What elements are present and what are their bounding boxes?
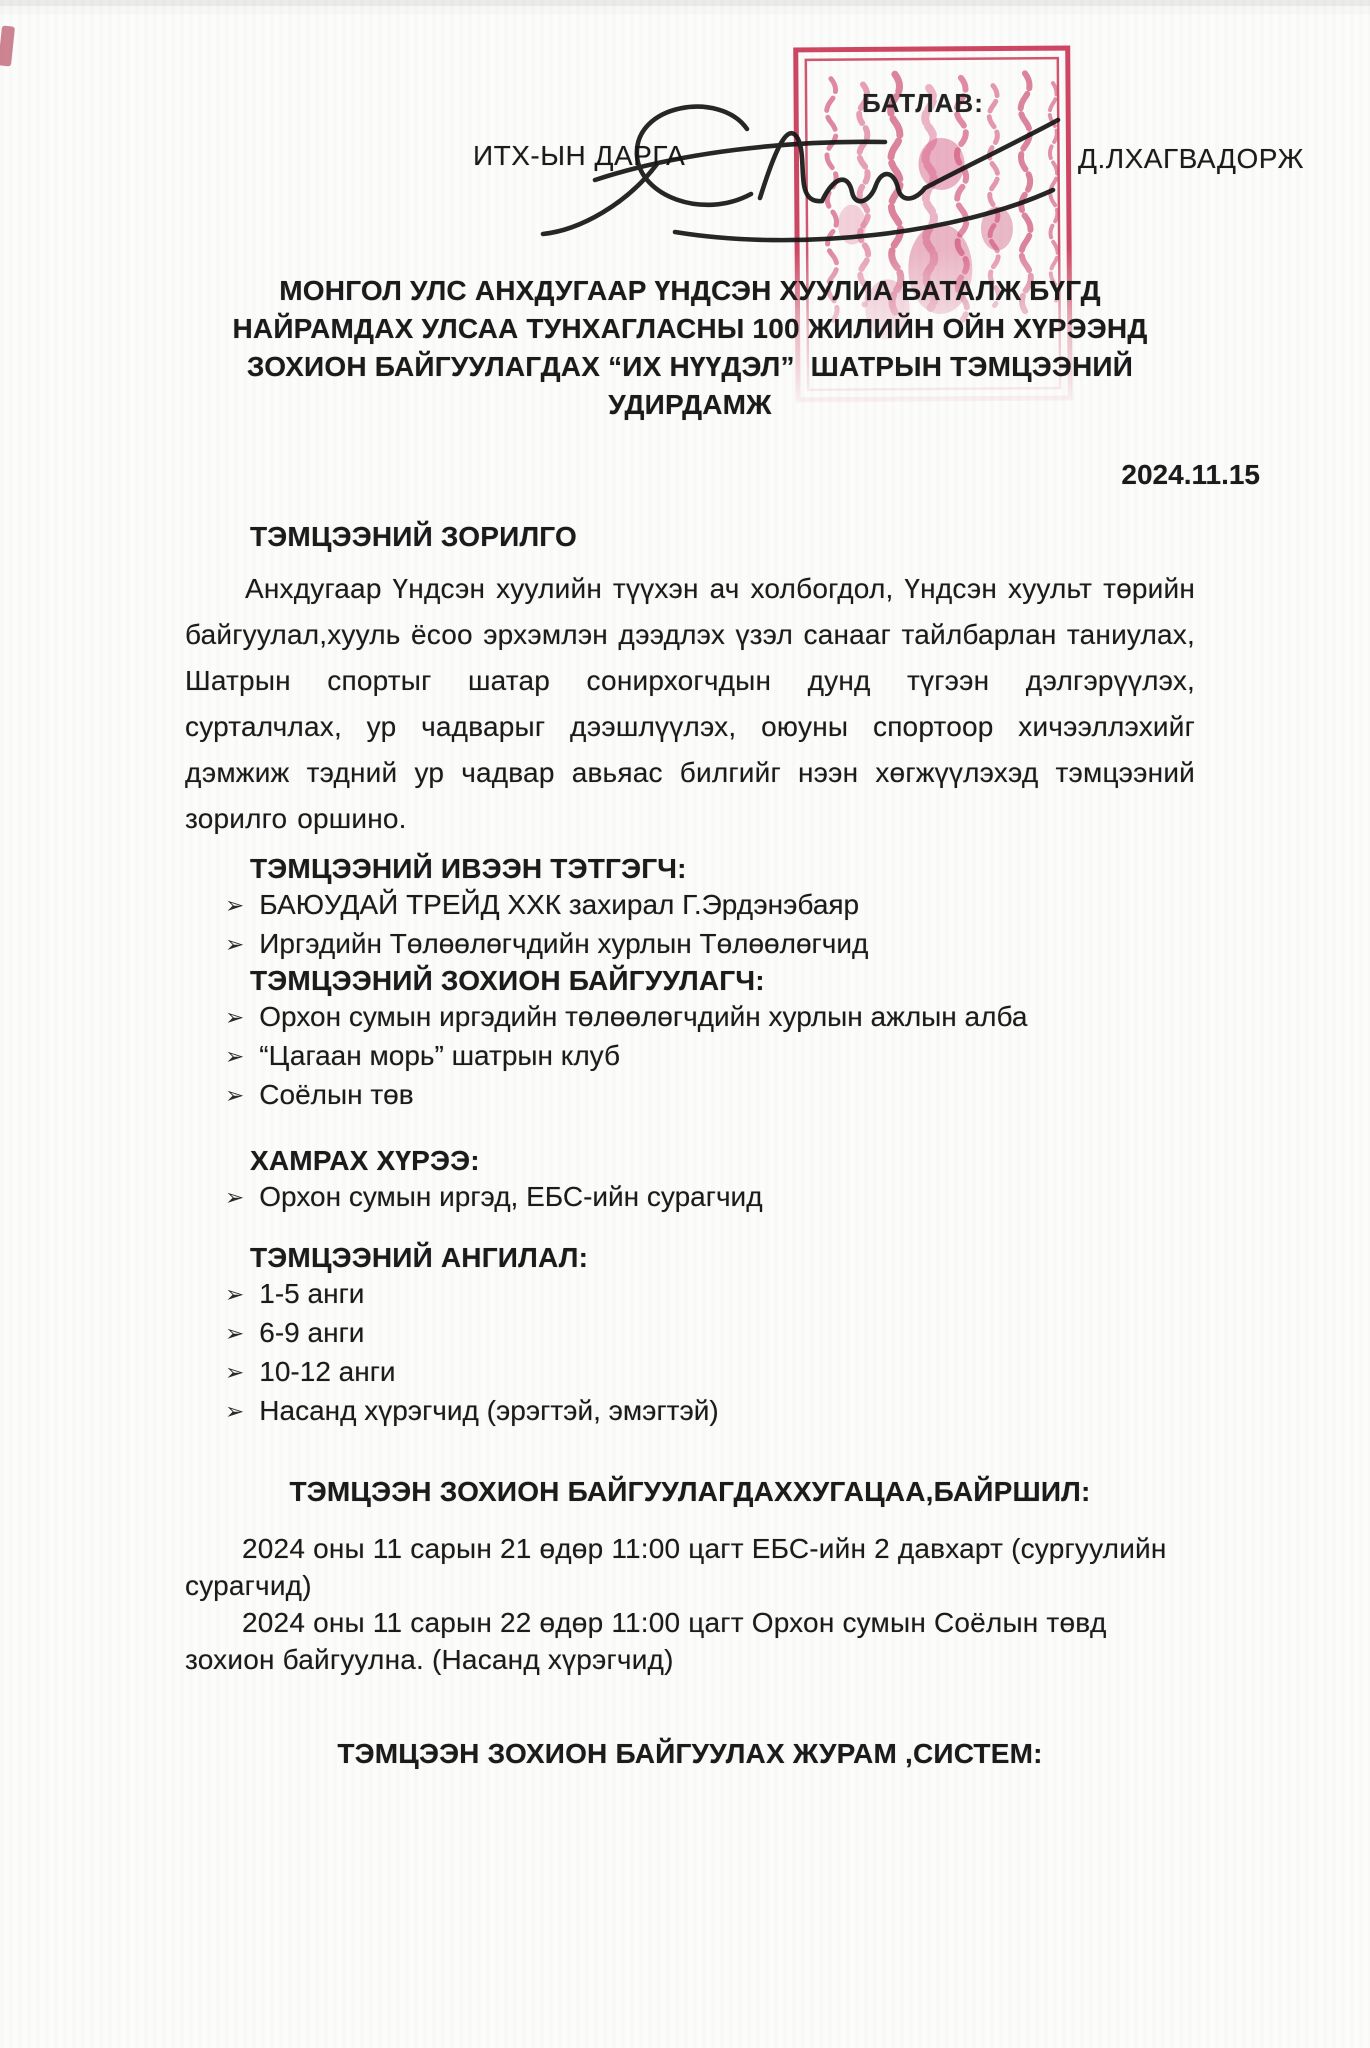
list-item bbox=[225, 1037, 1195, 1076]
list-item-text: 1-5 анги bbox=[259, 1278, 365, 1309]
list-item-text: Соёлын төв bbox=[259, 1079, 414, 1110]
schedule-paragraph-2: 2024 оны 11 сарын 22 өдөр 11:00 цагт Орхон сумын Соёлын төвд зохион байгуулна. (Насанд хүрэгчид) bbox=[185, 1607, 1107, 1675]
arrow-bullet-icon: ➢ bbox=[225, 1281, 245, 1307]
title-line-2: НАЙРАМДАХ УЛСАА ТУНХАГЛАСНЫ 100 ЖИЛИЙН ОЙН ХҮРЭЭНД bbox=[232, 313, 1148, 344]
list-item-text: Иргэдийн Төлөөлөгчдийн хурлын Төлөөлөгчид bbox=[259, 928, 869, 959]
section-heading-sponsor: ТЭМЦЭЭНИЙ ИВЭЭН ТЭТГЭГЧ: bbox=[250, 853, 687, 884]
list-item-text: 6-9 анги bbox=[259, 1317, 365, 1348]
arrow-bullet-icon: ➢ bbox=[225, 892, 245, 918]
scope-list bbox=[185, 1178, 1195, 1217]
list-item bbox=[225, 998, 1195, 1037]
arrow-bullet-icon: ➢ bbox=[225, 1398, 245, 1424]
list-item-text: Орхон сумын иргэдийн төлөөлөгчдийн хурлын ажлын алба bbox=[259, 1001, 1028, 1032]
sponsor-list bbox=[185, 886, 1195, 964]
schedule-paragraph-1: 2024 оны 11 сарын 21 өдөр 11:00 цагт ЕБС-ийн 2 давхарт (сургуулийн сурагчид) bbox=[185, 1533, 1167, 1601]
arrow-bullet-icon: ➢ bbox=[225, 1004, 245, 1030]
arrow-bullet-icon: ➢ bbox=[225, 1043, 245, 1069]
signature-graphic bbox=[535, 82, 1080, 257]
section-heading-rules: ТЭМЦЭЭН ЗОХИОН БАЙГУУЛАХ ЖУРАМ ,СИСТЕМ: bbox=[337, 1738, 1043, 1769]
arrow-bullet-icon: ➢ bbox=[225, 1082, 245, 1108]
list-item-text: Насанд хүрэгчид (эрэгтэй, эмэгтэй) bbox=[259, 1395, 719, 1426]
title-line-1: МОНГОЛ УЛС АНХДУГААР ҮНДСЭН ХУУЛИА БАТАЛЖ БҮГД bbox=[279, 275, 1101, 306]
scan-artifact-mark bbox=[0, 25, 15, 66]
list-item-text: Орхон сумын иргэд, ЕБС-ийн сурагчид bbox=[259, 1181, 763, 1212]
signer-name: Д.ЛХАГВАДОРЖ bbox=[1078, 143, 1304, 174]
arrow-bullet-icon: ➢ bbox=[225, 1359, 245, 1385]
title-line-3: ЗОХИОН БАЙГУУЛАГДАХ “ИХ НҮҮДЭЛ” ШАТРЫН ТЭМЦЭЭНИЙ УДИРДАМЖ bbox=[246, 351, 1134, 420]
list-item bbox=[225, 1392, 1195, 1431]
signer-title-label: ИТХ-ЫН ДАРГА bbox=[473, 140, 686, 171]
section-heading-category: ТЭМЦЭЭНИЙ АНГИЛАЛ: bbox=[250, 1242, 589, 1273]
list-item bbox=[225, 1076, 1195, 1115]
arrow-bullet-icon: ➢ bbox=[225, 1184, 245, 1210]
purpose-paragraph: Анхдугаар Үндсэн хуулийн түүхэн ач холбогдол, Үндсэн хуульт төрийн байгуулал,хууль ёсоо эрхэмлэн дээдлэх үзэл санааг тайлбарлан таниулах, Шатрын спортыг шатар сонирхогчдын дунд түгээн дэлгэрүүлэх, сурталчлах, ур чадварыг дээшлүүлэх, оюуны спортоор хичээллэхийг дэмжиж тэдний ур чадвар авьяас билгийг нээн хөгжүүлэхэд тэмцээний зорилго оршино. bbox=[185, 573, 1195, 834]
list-item-text: БАЮУДАЙ ТРЕЙД ХХК захирал Г.Эрдэнэбаяр bbox=[259, 889, 860, 920]
list-item bbox=[225, 925, 1195, 964]
document-title bbox=[185, 272, 1195, 424]
arrow-bullet-icon: ➢ bbox=[225, 931, 245, 957]
list-item bbox=[225, 1275, 1195, 1314]
list-item bbox=[225, 1353, 1195, 1392]
list-item bbox=[225, 1178, 1195, 1217]
section-heading-schedule: ТЭМЦЭЭН ЗОХИОН БАЙГУУЛАГДАХХУГАЦАА,БАЙРШИЛ: bbox=[289, 1476, 1091, 1507]
section-heading-organizer: ТЭМЦЭЭНИЙ ЗОХИОН БАЙГУУЛАГЧ: bbox=[250, 965, 765, 996]
list-item bbox=[225, 886, 1195, 925]
list-item-text: “Цагаан морь” шатрын клуб bbox=[259, 1040, 621, 1071]
handwritten-signature bbox=[535, 82, 1080, 257]
section-heading-scope: ХАМРАХ ХҮРЭЭ: bbox=[250, 1145, 480, 1176]
organizer-list bbox=[185, 998, 1195, 1115]
document-content bbox=[185, 272, 1260, 1771]
category-list bbox=[185, 1275, 1195, 1431]
list-item-text: 10-12 анги bbox=[259, 1356, 396, 1387]
arrow-bullet-icon: ➢ bbox=[225, 1320, 245, 1346]
section-heading-purpose: ТЭМЦЭЭНИЙ ЗОРИЛГО bbox=[250, 521, 577, 552]
approval-label: БАТЛАВ: bbox=[862, 88, 984, 118]
document-date: 2024.11.15 bbox=[1121, 459, 1260, 490]
list-item bbox=[225, 1314, 1195, 1353]
